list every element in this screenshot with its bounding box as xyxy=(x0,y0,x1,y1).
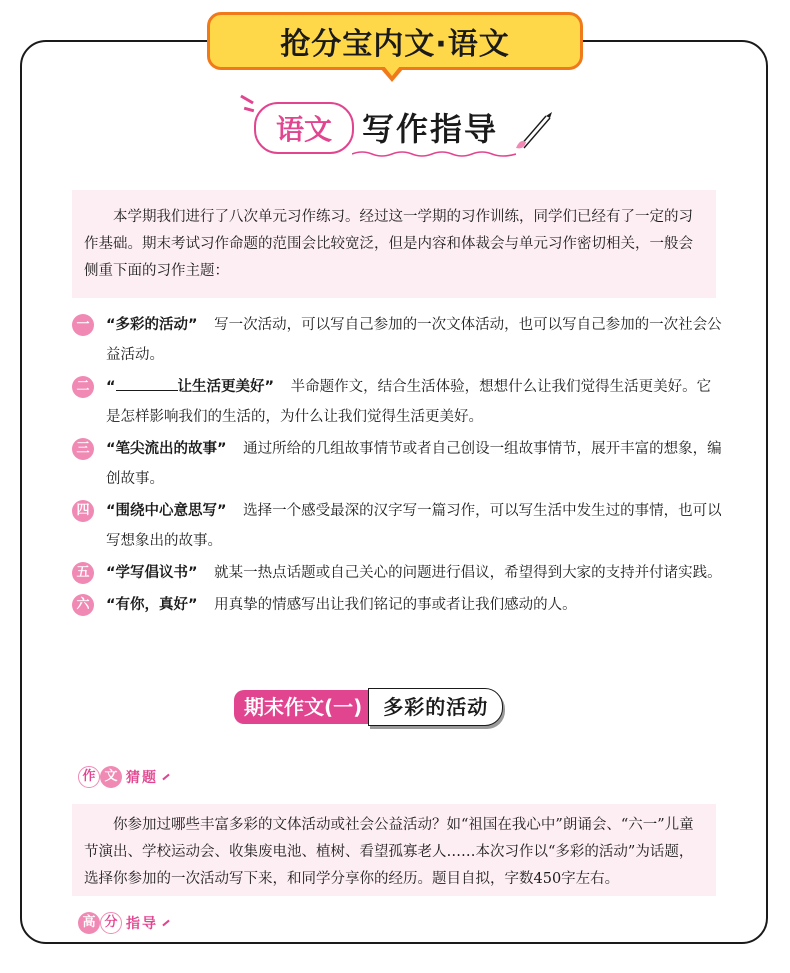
guess-tag xyxy=(78,766,170,788)
topic-number-badge: 三 xyxy=(72,438,94,460)
topic-number-badge: 一 xyxy=(72,314,94,336)
essay-tag: 期末作文(一) xyxy=(234,690,372,724)
tag-cloud xyxy=(78,766,122,788)
topic-label-rest: 让生活更美好” xyxy=(177,379,275,395)
tag-text: 猜题 xyxy=(126,770,158,786)
topic-text: 选择一个感受最深的汉字写一篇习作，可以写生活中发生过的事情，也可以写想象出的故事。 xyxy=(106,503,722,549)
intro-box xyxy=(72,190,716,298)
topic-item xyxy=(72,496,722,556)
fill-in-blank xyxy=(116,376,178,391)
topic-label: “学写倡议书” xyxy=(106,565,198,581)
wave-underline xyxy=(352,150,516,158)
tag-char: 文 xyxy=(100,766,122,788)
accent-dash xyxy=(162,920,169,927)
badge-pointer-fill xyxy=(384,66,400,76)
essay-title: 多彩的活动 xyxy=(368,688,503,726)
tag-char: 分 xyxy=(100,912,122,934)
section-title xyxy=(236,96,566,160)
subject-flower-badge: 语文 xyxy=(254,102,354,154)
topic-label: “笔尖流出的故事” xyxy=(106,441,227,457)
topic-item xyxy=(72,372,722,432)
header-badge: 抢分宝内文·语文 xyxy=(207,12,583,70)
topic-item xyxy=(72,558,722,588)
topic-item xyxy=(72,310,722,370)
topic-number-badge: 二 xyxy=(72,376,94,398)
guess-text: 你参加过哪些丰富多彩的文体活动或社会公益活动？如“祖国在我心中”朗诵会、“六一”儿童节演出、学校运动会、收集废电池、植树、看望孤寡老人……本次习作以“多彩的活动”为话题，选择你参加的一次活动写下来，和同学分享你的经历。题目自拟，字数450字左右。 xyxy=(84,817,694,887)
topic-text: 用真挚的情感写出让我们铭记的事或者让我们感动的人。 xyxy=(214,597,577,613)
tag-cloud xyxy=(78,912,122,934)
topic-label: “多彩的活动” xyxy=(106,317,198,333)
topic-number-badge: 五 xyxy=(72,562,94,584)
topic-label: “围绕中心意思写” xyxy=(106,503,227,519)
tag-char: 作 xyxy=(78,766,100,788)
accent-dash xyxy=(162,774,169,781)
topic-item xyxy=(72,590,722,620)
topic-label xyxy=(106,379,274,395)
topic-text: 写一次活动，可以写自己参加的一次文体活动，也可以写自己参加的一次社会公益活动。 xyxy=(106,317,722,363)
tag-char: 高 xyxy=(78,912,100,934)
guide-tag xyxy=(78,912,170,934)
essay-heading xyxy=(234,688,503,728)
topic-text: 通过所给的几组故事情节或者自己创设一组故事情节，展开丰富的想象，编创故事。 xyxy=(106,441,722,487)
topic-text: 半命题作文，结合生活体验，想想什么让我们觉得生活更美好。它是怎样影响我们的生活的，为什么让我们觉得生活更美好。 xyxy=(106,379,712,425)
guess-box xyxy=(72,804,716,896)
accent-dash xyxy=(244,107,254,112)
intro-text: 本学期我们进行了八次单元习作练习。经过这一学期的习作训练，同学们已经有了一定的习作基础。期末考试习作命题的范围会比较宽泛，但是内容和体裁会与单元习作密切相关，一般会侧重下面的习作主题： xyxy=(84,209,693,279)
topic-label-open-quote: “ xyxy=(106,379,116,395)
topic-list xyxy=(72,310,722,622)
topic-number-badge: 四 xyxy=(72,500,94,522)
brush-icon xyxy=(512,108,556,152)
topic-text: 就某一热点话题或自己关心的问题进行倡议，希望得到大家的支持并付诸实践。 xyxy=(214,565,722,581)
topic-item xyxy=(72,434,722,494)
topic-label: “有你，真好” xyxy=(106,597,198,613)
tag-text: 指导 xyxy=(126,916,158,932)
accent-dash xyxy=(240,95,254,105)
section-heading: 写作指导 xyxy=(362,110,499,148)
topic-number-badge: 六 xyxy=(72,594,94,616)
